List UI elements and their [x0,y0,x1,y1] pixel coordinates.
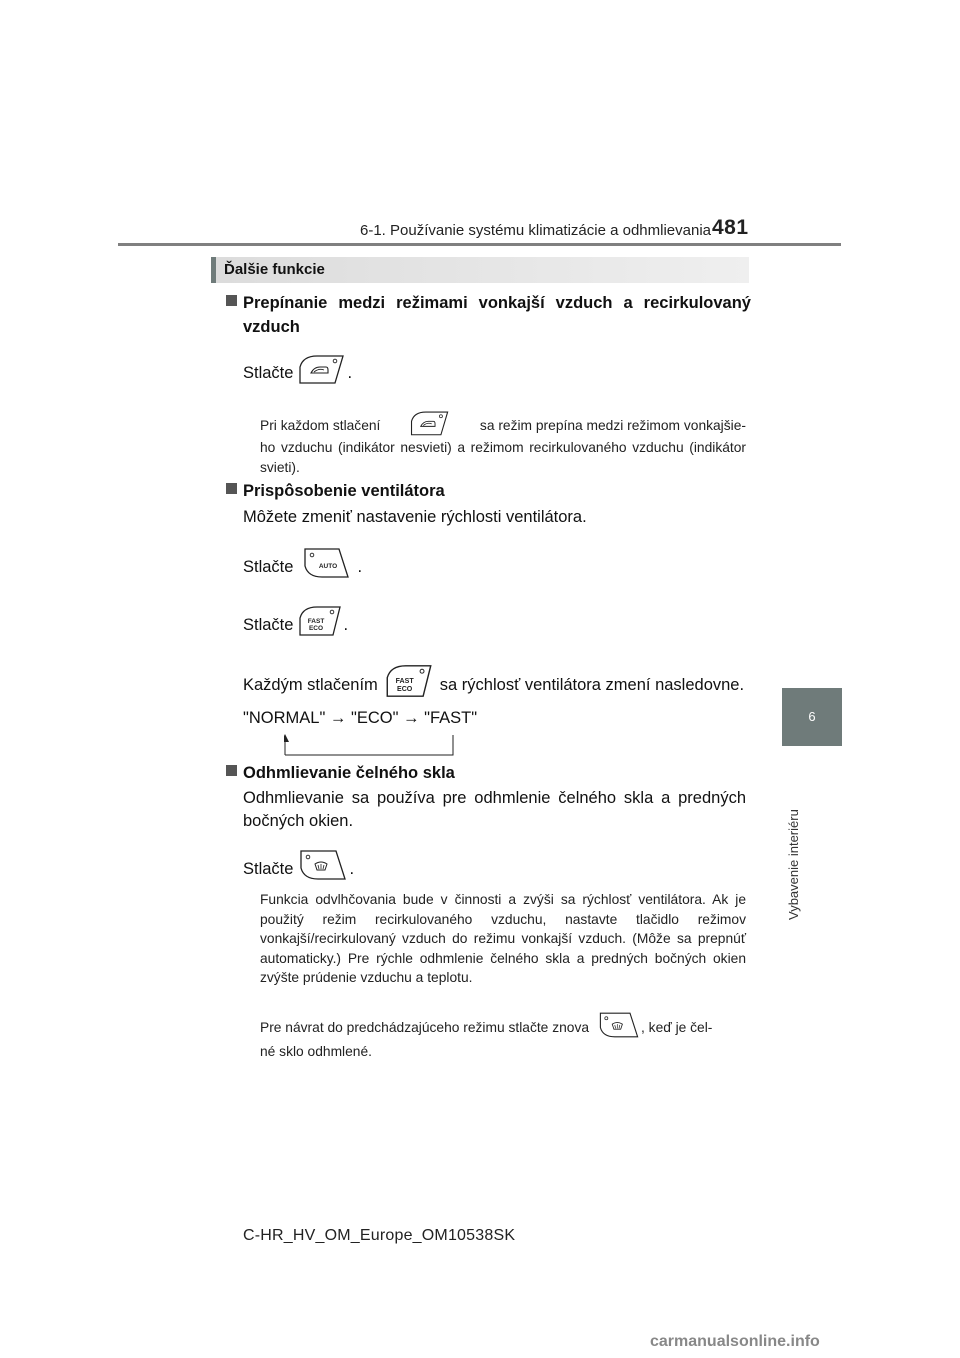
defog-intro: Odhmlievanie sa používa pre odhmlenie čelného skla a predných bočných okien. [243,789,746,830]
defog-notes: Funkcia odvlhčovania bude v činnosti a zvýši sa rýchlosť ventilátora. Ak je použitý režim recirkulovaného vzduchu, nastavte tlačidlo režimov vonkajší/recirkulovaný vzduch do režimu vonkajší vzduch. (Môže sa prepnúť automaticky.) Pre rýchle odhmlenie čelného skla a predných bočných okien zvýšte prúdenie vzduchu a teplotu. [260,892,746,985]
subheading-fan: Prispôsobenie ventilátora [226,479,750,503]
svg-text:ECO: ECO [396,685,413,693]
square-bullet-icon [226,295,237,306]
fan-each-press-line: Každým stlačením FAST ECO sa rýchlosť ventilátora zmení nasledovne. [243,662,744,707]
sequence-return-arrow [284,734,454,756]
chapter-tab: 6 [782,688,842,746]
fan-press-fasteco-line: Stlačte FAST ECO . [243,604,348,645]
square-bullet-icon [226,765,237,776]
footer-manual-code: C-HR_HV_OM_Europe_OM10538SK [243,1227,516,1244]
svg-text:AUTO: AUTO [319,563,338,570]
square-bullet-icon [226,483,237,494]
fan-intro: Môžete zmeniť nastavenie rýchlosti ventilátora. [243,508,587,526]
windshield-defogger-button-icon [597,1010,641,1046]
svg-text:FAST: FAST [308,618,325,625]
svg-text:ECO: ECO [309,625,324,632]
auto-button-icon [301,546,351,587]
watermark: carmanualsonline.info [650,1333,820,1350]
recirculation-button-icon [297,353,347,392]
defog-return-line: Pre návrat do predchádzajúceho režimu stlačte znova , keď je čel- [260,1010,712,1046]
subheading-recirculation: Prepínanie medzi režimami vonkajší vzduch a recirkulovaný vzduch [226,291,750,341]
recirc-note-line1: Pri každom stlačení sa režim prepína medzi režimom vonkajšie- [260,408,746,444]
section-title-bar [211,257,749,283]
section-title: Ďalšie funkcie [224,261,325,278]
windshield-defogger-button-icon [297,848,349,889]
fast-eco-button-icon [384,662,434,707]
running-header-title: 6-1. Používanie systému klimatizácie a odhmlievania [360,222,711,239]
defog-press-line: Stlačte . [243,848,354,889]
fast-eco-button-icon [297,604,343,645]
recirc-press-line: Stlačte . [243,353,352,392]
header-rule [118,243,841,246]
fan-mode-sequence: "NORMAL" → "ECO" → "FAST" [243,709,478,727]
defog-return-rest: né sklo odhmlené. [260,1044,372,1059]
recirc-note-rest: ho vzduchu (indikátor nesvieti) a režimom recirkulovaného vzduchu (indikátor svieti). [260,440,746,475]
subheading-defog: Odhmlievanie čelného skla [226,761,750,785]
page-number: 481 [712,216,749,239]
fan-press-auto-line: Stlačte AUTO . [243,546,362,587]
svg-text:FAST: FAST [395,678,414,686]
chapter-side-label: Vybavenie interiéru [786,809,801,920]
